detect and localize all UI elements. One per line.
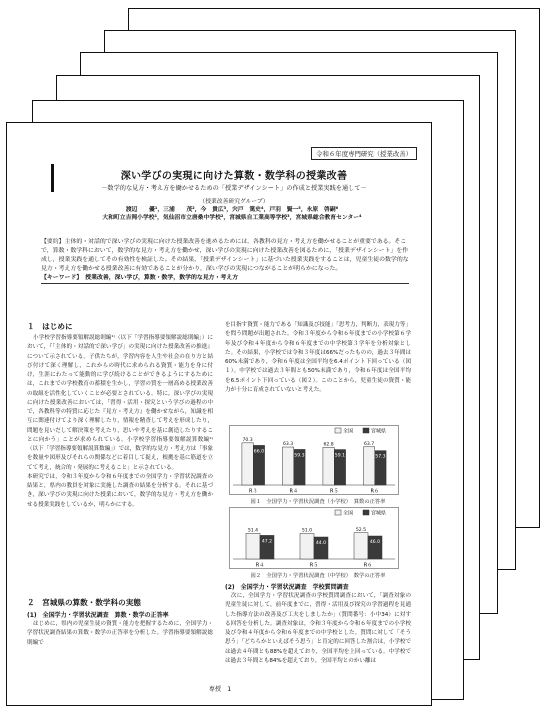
tick-label-3: R６ (370, 488, 379, 495)
bar-zenkoku-0 (242, 443, 253, 485)
paper-title: 深い学びの実現に向けた算数・数学科の授業改善 (120, 171, 348, 182)
legend-swatch-zenkoku (335, 510, 341, 515)
legend-swatch-miyagi (363, 510, 369, 515)
legend-label-zenkoku: 全国 (343, 428, 354, 435)
header-tag: 令和６年度専門研究（授業改善） (311, 147, 417, 160)
figure-1-chart (229, 425, 399, 495)
section-2-2-heading: (2) 全国学力・学習状況調査 学校質問調査 (225, 584, 349, 591)
figure-1-caption: 図１ 全国学力・学習状況調査（小学校） 算数の正答率 (250, 499, 386, 505)
divider (41, 283, 409, 284)
figure-2-caption: 図２ 全国学力・学習状況調査（中学校） 数学の正答率 (250, 573, 386, 579)
section-2-heading: ２ 宮城県の算数・数学科の実態 (27, 598, 141, 607)
tick-label-1: R４ (289, 488, 298, 495)
figure-2-chart (229, 507, 399, 569)
data-label-miyagi-3: 57.3 (375, 454, 386, 460)
authors (37, 206, 427, 222)
section-2-1-body: はじめに，県内の児童生徒の資質・能力を把握するために，全国学力・学習状況調査結果の算数・数学の正答率を分析した。学習指導要領解説総則編で (27, 621, 213, 646)
paper-subtitle: －数学的な見方・考え方を働かせるための「授業デザインシート」の作成と授業実践を通して－ (101, 185, 367, 192)
legend-label-miyagi: 宮城県 (371, 428, 387, 435)
section-2-1-heading: (1) 全国学力・学習状況調査 算数・数学の正答率 (27, 612, 169, 619)
data-label-zenkoku-0: 70.3 (242, 437, 253, 443)
data-label-miyagi-1: 44.0 (315, 541, 327, 546)
bar-zenkoku-3 (363, 447, 374, 485)
legend-swatch-zenkoku (335, 428, 341, 433)
tick-label-0: R３ (249, 488, 258, 495)
data-label-miyagi-1: 59.3 (294, 453, 305, 459)
legend-label-miyagi: 宮城県 (371, 510, 387, 517)
data-label-zenkoku-1: 63.3 (282, 442, 294, 448)
abstract-block (41, 238, 409, 283)
data-label-miyagi-2: 59.1 (334, 453, 346, 459)
keywords: 【キーワード】 授業改善，深い学び，算数・数学，数学的な見方・考え方 (41, 275, 239, 282)
bar-zenkoku-2 (323, 447, 334, 485)
data-label-zenkoku-2: 62.8 (323, 442, 334, 448)
tick-label-2: R５ (330, 488, 339, 495)
bar-zenkoku-1 (282, 447, 293, 485)
front-page (6, 122, 432, 706)
bar-zenkoku-0 (246, 533, 260, 559)
tick-label-2: R６ (363, 562, 373, 569)
column-2-body: を目指す資質・能力である「知識及び技能」「思考力，判断力，表現力等」を問う問題が出題された。令和３年度から令和６年度までの小学校第６学年及び令和４年度から令和６年度までの中学校第３学年を分析対象とした。その結果，小学校では令和３年度は66%だったものの，過去３年間は60%未満であり，令和６年度は全国平均を6.4ポイント下回っている（図１）。中学校では過去３年間とも50%未満であり，令和６年度は全国平均を6.5ポイント下回っている（図２）。このことから，児童生徒の資質・能力が十分に育成されていないと考えた。 (225, 322, 411, 393)
section-1-body: 小学校学習指導要領解説総則編¹⁾（以下「学習指導要領解説総則編」）において，『「主体的・対話的で深い学び」の実現に向けた授業改善の推進』について示されている。子供たちが，学習内容を人生や社会の在り方と結び付けて深く理解し，これからの時代に求められる資質・能力を身に付け，生涯にわたって能動的に学び続けることができるようにするためには，これまでの学校教育の蓄積を生かし，学習の質を一層高める授業改善の取組を活性化していくことが必要とされている。特に，深い学びの実現に向けた授業改善においては，「習得・活用・探究という学びの過程の中で，各教科等の特質に応じた『見方・考え方』を働かせながら，知識を相互に関連付けてより深く理解したり，情報を精査して考えを形成したり，問題を見いだして解決策を考えたり，思いや考えを基に創造したりすることに向かう」ことが求められている。小学校学習指導要領解説算数編²⁾（以下「学習指導要領解説算数編」）では，数学的な見方・考え方は「事象を数量や図形及びそれらの関係などに着目して捉え，根拠を基に筋道を立てて考え，統合的・発展的に考えること」と示されている。 本研究では，令和３年度から令和６年度までの全国学力・学習状況調査の結果と，県内の教員を対象に実施した調査の結果を分析する。それに基づき，深い学びの実現に向けた授業において，数学的な見方・考え方を働かせる授業実践をしているか，明らかにする。 (27, 335, 213, 508)
data-label-miyagi-0: 66.0 (253, 449, 265, 455)
tick-label-1: R５ (309, 562, 319, 569)
data-label-miyagi-0: 47.2 (261, 539, 273, 545)
legend-swatch-miyagi (363, 428, 369, 433)
data-label-zenkoku-2: 52.5 (355, 527, 367, 533)
abstract-text: 【要約】主体的・対話的で深い学びの実現に向けた授業改善を進めるためには，各教科の見方・考え方を働かせることが重要である。そこで，算数・数学科において，数学的な見方・考え方を働かせ，深い学びの実現に向けた授業改善を図るために，「授業デザインシート」を作成し，授業実践を通してその有効性を検証した。その結果，「授業デザインシート」に基づいた授業実践をすることは，児童生徒の数学的な見方・考え方を働かせる授業改善に有効であることが分かり，深い学びの実現につながることが明らかになった。 (41, 239, 409, 273)
section-2-2-body: 次に，全国学力・学習状況調査の学校質問調査において，「調査対象の児童生徒に対して，前年度までに，習得・活用及び探究の学習過程を見通した指導方法の改善及び工夫をしましたか」（質問番号：小中34）に対する回答を分析した。調査対象は，令和３年度から令和６年度までの小学校及び令和４年度から令和６年度までの中学校とした。質問に対して「そう思う」「どちらかといえばそう思う」と肯定的に回答した割合は，小学校では過去４年間とも88%を超えており，全国平均を上回っている。中学校では過去３年間とも84%を超えており，全国平均とのかい離は (225, 593, 411, 664)
authors-affiliations: 大和町立吉岡小学校¹，気仙沼市立唐桑中学校²，宮城県自工業高等学校³，宮城県総合教育センター⁴ (102, 215, 362, 222)
bar-zenkoku-1 (300, 534, 314, 560)
data-label-zenkoku-1: 51.0 (301, 528, 313, 534)
data-label-zenkoku-3: 63.7 (363, 441, 375, 447)
authors-names: 渡辺 優¹，三浦 茂²，今 貴広³，宍戸 篤史⁴，戸羽 賢一⁵，永原 啓嗣⁶ (125, 207, 339, 213)
data-label-zenkoku-0: 51.4 (247, 528, 259, 534)
section-1-heading: １ はじめに (27, 322, 73, 331)
research-group: （授業改善研究グループ） (199, 199, 269, 205)
bar-zenkoku-2 (354, 533, 368, 559)
title-bar (51, 164, 54, 192)
legend-label-zenkoku: 全国 (343, 510, 354, 517)
data-label-miyagi-2: 46.0 (369, 540, 381, 545)
page-footer: 専授 1 (208, 686, 232, 693)
tick-label-0: R４ (255, 562, 265, 569)
